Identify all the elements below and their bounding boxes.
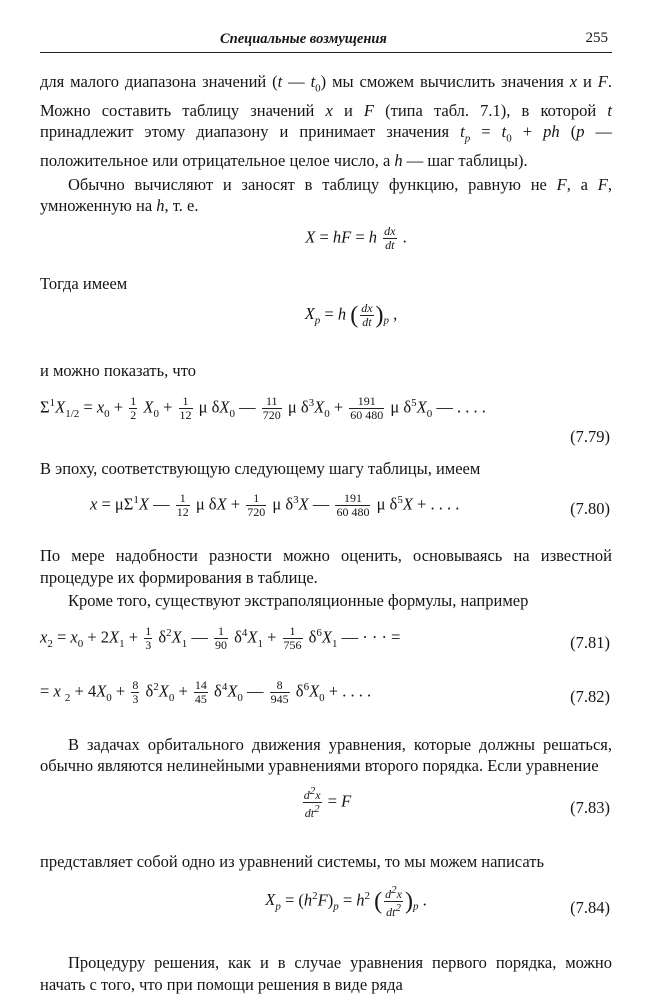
paragraph-6: В задачах орбитального движения уравнения, которые должны решаться, обычно являются нелинейными уравнениями второго порядка. Если уравнение [40,734,612,776]
paragraph-3: В эпоху, соответствующую следующему шагу таблицы, имеем [40,458,481,478]
section-title: Специальные возмущения [220,31,387,47]
paragraph-8: Процедуру решения, как и в случае уравнения первого порядка, можно начать с того, что при помощи решения в виде ряда [40,953,612,994]
equation-x-hf: X = hF = h $\frac{dx}{dt}$ . [305,223,407,252]
paragraph-7: представляет собой одно из уравнений системы, то мы можем написать [40,851,545,871]
equation-7-80: $x = \mu\Sigma^1X$ — $\frac{1}{12}$ μ δX + $\frac{1}{720}$ μ $\delta^3X$ — $\frac{191}{60 480}$ μ $\delta^5X$ + . . . . (7.80) [90,491,610,520]
equation-number: (7.80) [570,499,610,519]
paragraph-5: Кроме того, существуют экстраполяционные формулы, например [68,591,529,611]
text-then-we-have: Тогда имеем [40,273,128,293]
equation-7-83: $\frac{d^2x}{dt^2}$ = F (7.83) [303,784,610,820]
equation-xp: $X_p = h$ ( $\frac{dx}{dt}$ )$_p$ , [304,301,398,330]
equation-number: (7.81) [570,632,610,652]
equation-7-82: = x $_2 + 4X_0$ + $\frac{8}{3}$ $\delta^2X_0$ + $\frac{14}{45}$ $\delta^4X_0$ — $\frac{8}{945}$ $\delta^6X_0$ + . . . . (7.82) [40,677,610,706]
paragraph-4: По мере надобности разности можно оценить, основываясь на известной процедуре их формирования в таблице. [40,546,612,587]
equation-number: (7.83) [570,797,610,817]
paragraph-2: Обычно вычисляют и заносят в таблицу функцию, равную не F, а F, умноженную на h, т. е. [40,174,613,216]
equation-number: (7.79) [570,426,610,446]
page-number: 255 [585,30,608,46]
paragraph-1: для малого диапазона значений (t — $t_0$) мы сможем вычислить значения x и F. Можно составить таблицу значений x и F (типа табл. 7.1), в которой t принадлежит этому диапазону и принимает значения $t_p = t_0$ + ph (p — положительное или отрицательное целое число, а h — шаг таблицы). [40,72,612,171]
running-header [40,28,612,53]
equation-number: (7.84) [570,898,610,918]
book-page [40,28,613,994]
equation-number: (7.82) [570,686,610,706]
equation-7-84: $X_p = (h^2F)_p = h^2$ ( $\frac{d^2x}{dt^2}$ )$_p$ . (7.84) [265,884,610,920]
text-and-show: и можно показать, что [40,361,196,381]
equation-7-81: $x_2 = x_0 + 2X_1$ + $\frac{1}{3}$ $\delta^2X_1$ — $\frac{1}{90}$ $\delta^4X_1$ + $\frac{1}{756}$ $\delta^6X_1$ — · · · = (7.81) [40,623,610,652]
equation-7-79: $\Sigma^1X_{1/2} = x_0$ + $\frac{1}{2}$ $X_0$ + $\frac{1}{12}$ μ $\delta X_0$ — $\frac{11}{720}$ μ $\delta^3X_0$ + $\frac{191}{60 480}$ μ $\delta^5X_0$ — . . . . (7.79) [40,393,610,446]
